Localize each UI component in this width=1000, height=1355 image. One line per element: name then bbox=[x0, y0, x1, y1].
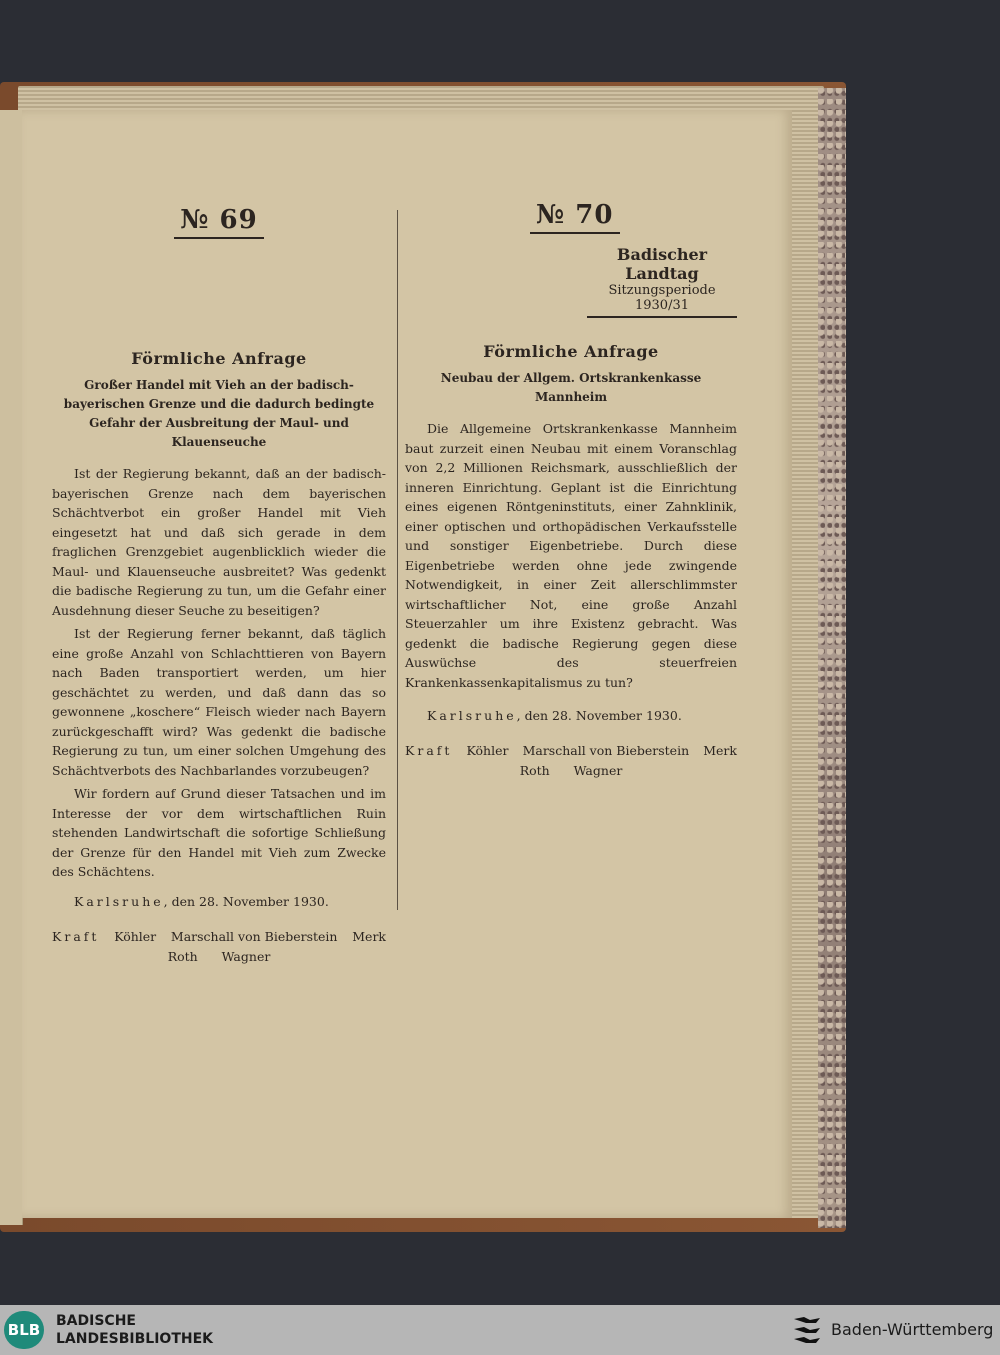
document-subject: Großer Handel mit Vieh an der badisch-bayerischen Grenze und die dadurch bedingte Gefahr der Ausbreitung der Maul- und Klauenseuche bbox=[63, 378, 375, 449]
paragraph: Wir fordern auf Grund dieser Tatsachen und im Interesse der vor dem wirtschaftlichen Ruin stehenden Landwirtschaft die sofortige Schließung der Grenze für den Handel mit Vieh zum Zwecke des Schächtens. bbox=[52, 786, 386, 879]
footer-bar bbox=[0, 1305, 1000, 1355]
signer: Merk bbox=[703, 743, 737, 758]
document-heading: Förmliche Anfrage bbox=[483, 342, 659, 361]
landtag-title: Badischer Landtag bbox=[616, 245, 708, 283]
paragraph: Die Allgemeine Ortskrankenkasse Mannheim baut zurzeit einen Neubau mit einem Voranschlag von 2,2 Millionen Reichsmark, ausschließlich der inneren Einrichtung. Geplant ist die Einrichtung eines eigenen Röntgeninstituts, einer Zahnklinik, einer optischen und orthopädischen Verkaufsstelle und sonstiger Eigenbetriebe. Durch diese Eigenbetriebe werden ohne jede zwingende Notwendigkeit, in einer Zeit allerschlimmster wirtschaftlicher Not, eine große Anzahl Steuerzahler um ihre Existenz gebracht. Was gedenkt die badische Regierung gegen diese Auswüchse des steuerfreien Krankenkassenkapitalismus zu tun? bbox=[405, 421, 737, 690]
signatories bbox=[52, 927, 386, 967]
right-column bbox=[405, 200, 737, 781]
marbled-edge bbox=[818, 88, 846, 1228]
signer: Köhler bbox=[466, 743, 509, 758]
signer-row: Roth Wagner bbox=[519, 763, 623, 778]
library-name[interactable]: BADISCHE LANDESBIBLIOTHEK bbox=[56, 1313, 214, 1347]
column-divider bbox=[397, 210, 398, 910]
paragraph: Ist der Regierung bekannt, daß an der badisch-bayerischen Grenze nach dem bayerischen Schächtverbot ein großer Handel mit Vieh eingesetzt hat und daß sich gerade in dem fraglichen Grenzgebiet augenblicklich wieder die Maul- und Klauenseuche ausbreitet? Was gedenkt die badische Regierung zu tun, um die Gefahr einer Ausdehnung dieser Seuche zu beseitigen? bbox=[52, 466, 386, 618]
blb-logo-icon[interactable]: BLB bbox=[4, 1311, 44, 1349]
signatories bbox=[405, 741, 737, 781]
signer-row: Roth Wagner bbox=[167, 948, 271, 964]
signer: Merk bbox=[352, 928, 386, 944]
dateline: Karlsruhe, den 28. November 1930. bbox=[427, 708, 682, 723]
document-page bbox=[22, 110, 792, 1218]
signer: Kraft bbox=[52, 928, 100, 944]
document-heading: Förmliche Anfrage bbox=[131, 349, 307, 368]
signer: Köhler bbox=[114, 928, 157, 944]
document-number: № 69 bbox=[52, 205, 386, 239]
left-column bbox=[52, 205, 386, 967]
signer: Marschall von Bieberstein bbox=[522, 743, 690, 758]
paragraph: Ist der Regierung ferner bekannt, daß täglich eine große Anzahl von Schlachttieren von Bayern nach Baden transportiert werden, um hier geschächtet zu werden, und daß dann das so gewonnene „koschere“ Fleisch wieder nach Bayern zurückgeschafft wird? Was gedenkt die badische Regierung zu tun, um einer solchen Umgehung des Schächtverbots des Nachbarlandes vorzubeugen? bbox=[52, 626, 386, 778]
session-label: Sitzungsperiode bbox=[608, 283, 716, 298]
document-number: № 70 bbox=[405, 200, 737, 234]
document-subject: Neubau der Allgem. Ortskrankenkasse Mannheim bbox=[440, 371, 702, 404]
header-rule bbox=[587, 316, 737, 318]
session-years: 1930/31 bbox=[634, 298, 689, 313]
signer: Marschall von Bieberstein bbox=[170, 928, 338, 944]
lions-icon bbox=[792, 1313, 824, 1347]
landtag-header bbox=[587, 245, 737, 318]
dateline: Karlsruhe, den 28. November 1930. bbox=[74, 893, 329, 909]
signer: Kraft bbox=[405, 743, 453, 758]
state-name[interactable]: Baden-Württemberg bbox=[831, 1320, 994, 1339]
previous-page-edge bbox=[0, 110, 23, 1225]
